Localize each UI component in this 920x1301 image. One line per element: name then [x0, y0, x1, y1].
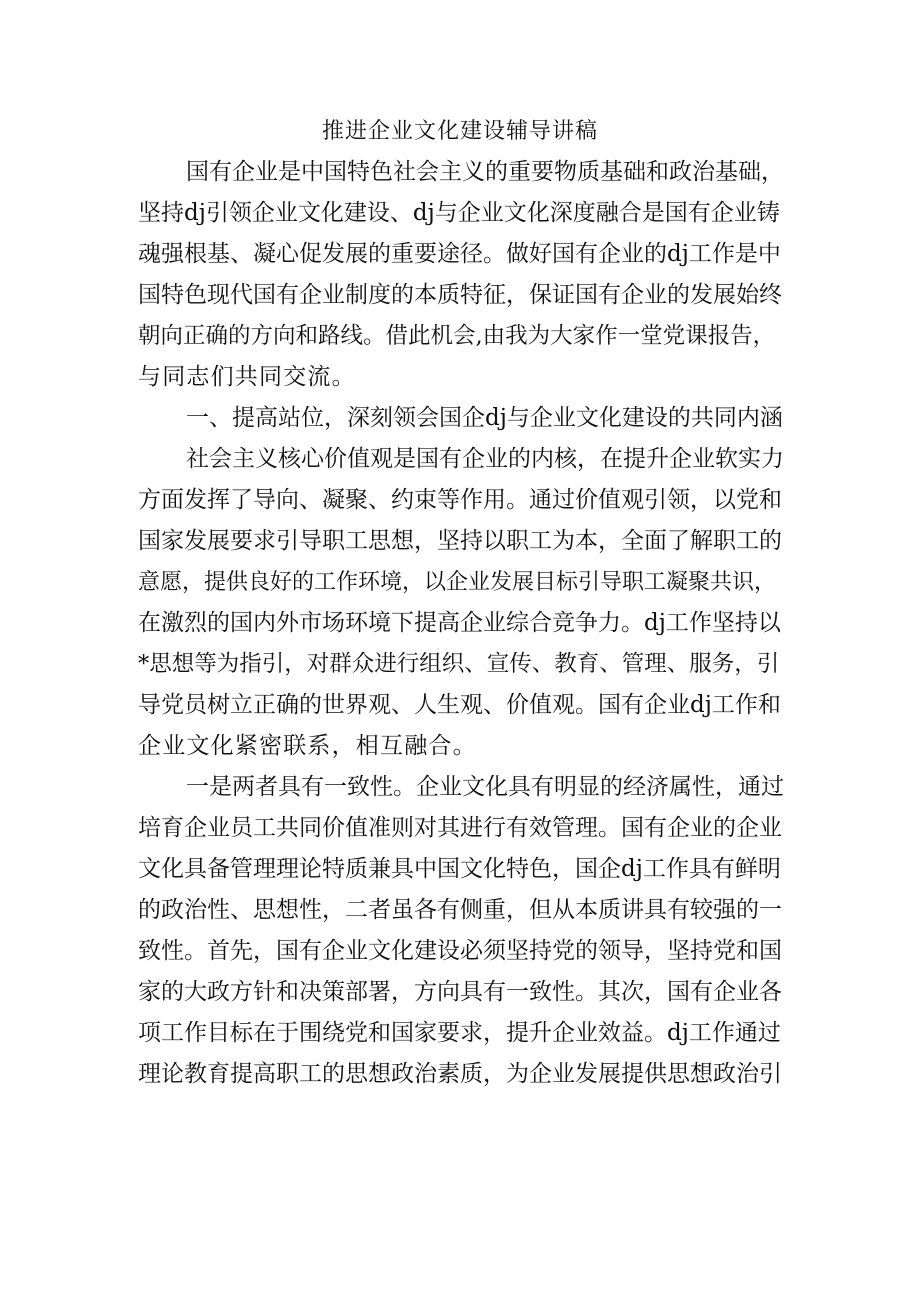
text-line: 与同志们共同交流。	[138, 364, 356, 390]
text-line: 的政治性、思想性，二者虽各有侧重，但从本质讲具有较强的一	[138, 897, 782, 923]
text-line: 国特色现代国有企业制度的本质特征，保证国有企业的发展始终	[138, 282, 782, 308]
text-line: 一、提高站位，深刻领会国企dj与企业文化建设的共同内涵	[186, 405, 783, 431]
text-line: 致性。首先，国有企业文化建设必须坚持党的领导，坚持党和国	[138, 938, 782, 964]
text-line: 理论教育提高职工的思想政治素质，为企业发展提供思想政治引	[138, 1061, 782, 1087]
text-line: 方面发挥了导向、凝聚、约束等作用。通过价值观引领，以党和	[138, 487, 782, 513]
text-line: 家的大政方针和决策部署，方向具有一致性。其次，国有企业各	[138, 979, 782, 1005]
text-line: 一是两者具有一致性。企业文化具有明显的经济属性，通过	[186, 774, 784, 800]
text-line: 企业文化紧密联系，相互融合。	[138, 733, 477, 759]
text-line: 文化具备管理理论特质兼具中国文化特色，国企dj工作具有鲜明	[138, 856, 781, 882]
text-line: 朝向正确的方向和路线。借此机会,由我为大家作一堂党课报告，	[138, 323, 776, 349]
text-line: 项工作目标在于围绕党和国家要求，提升企业效益。dj工作通过	[138, 1020, 781, 1046]
text-line: 坚持dj引领企业文化建设、dj与企业文化深度融合是国有企业铸	[138, 200, 780, 226]
text-line: 导党员树立正确的世界观、人生观、价值观。国有企业dj工作和	[138, 692, 781, 718]
text-line: 社会主义核心价值观是国有企业的内核，在提升企业软实力	[186, 446, 784, 472]
text-line: 培育企业员工共同价值准则对其进行有效管理。国有企业的企业	[138, 815, 782, 841]
document-title: 推进企业文化建设辅导讲稿	[321, 119, 598, 144]
text-line: 魂强根基、凝心促发展的重要途径。做好国有企业的dj工作是中	[138, 241, 781, 267]
document-body	[138, 152, 788, 1095]
text-line: 国有企业是中国特色社会主义的重要物质基础和政治基础，	[186, 159, 784, 185]
text-line: 在激烈的国内外市场环境下提高企业综合竞争力。dj工作坚持以	[138, 610, 781, 636]
text-line: 国家发展要求引导职工思想，坚持以职工为本，全面了解职工的	[138, 528, 782, 554]
text-line: 意愿，提供良好的工作环境，以企业发展目标引导职工凝聚共识，	[138, 570, 777, 595]
text-line: *思想等为指引，对群众进行组织、宣传、教育、管理、服务，引	[138, 651, 780, 677]
